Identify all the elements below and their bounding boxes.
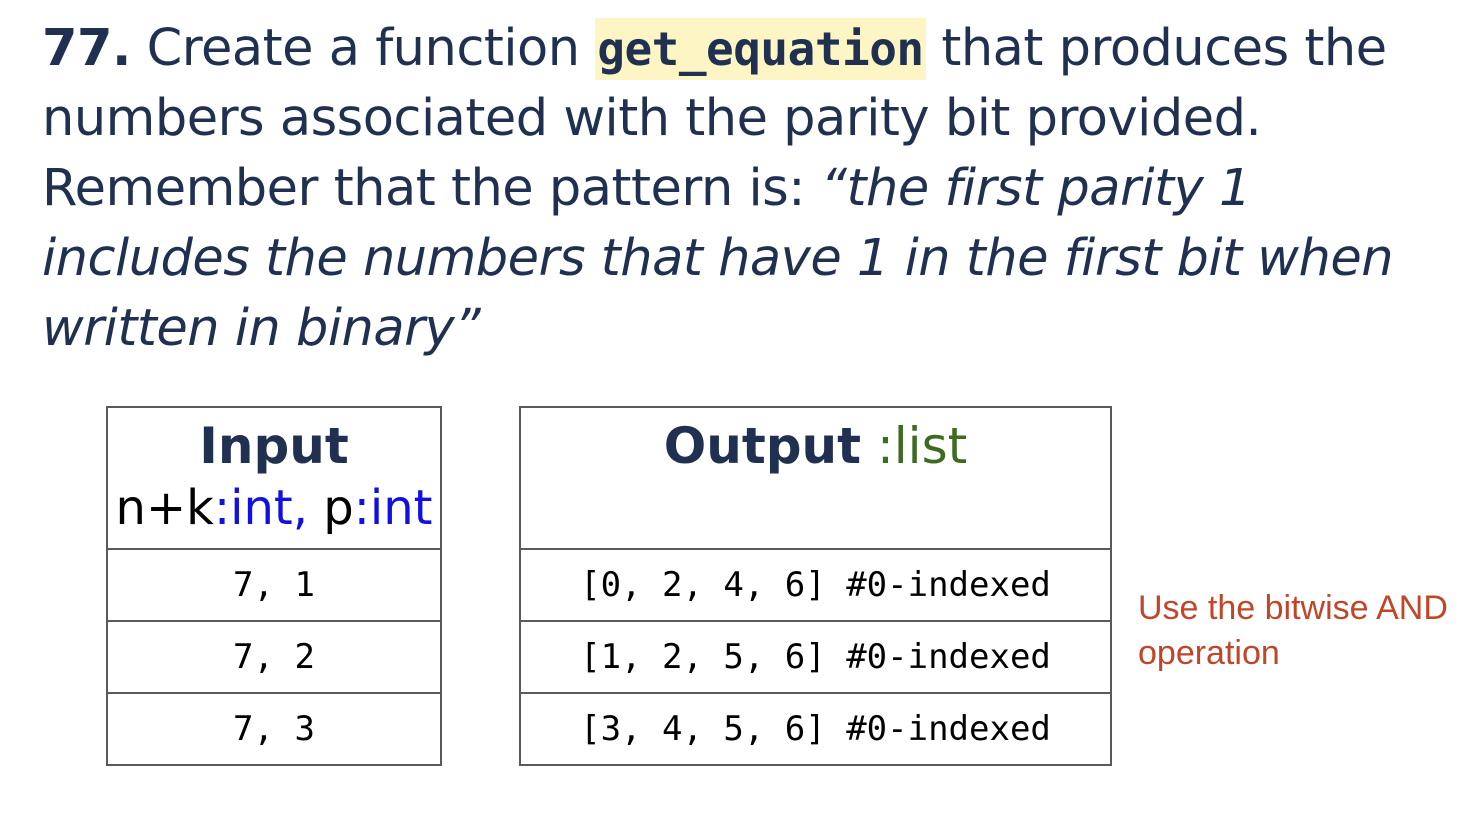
input-cell: 7, 3 <box>107 693 441 765</box>
table-row <box>107 549 441 621</box>
problem-number: 77. <box>42 19 131 78</box>
input-table <box>106 406 442 766</box>
problem-text-before: Create a function <box>146 19 580 78</box>
output-header-row <box>520 407 1111 549</box>
output-cell: [3, 4, 5, 6] #0-indexed <box>520 693 1111 765</box>
param-p: p <box>307 480 354 536</box>
output-type: :list <box>861 417 968 475</box>
table-row <box>107 621 441 693</box>
problem-text-after: that produces the numbers associated with the parity bit provided. Remember that the pattern is: <box>42 19 1387 218</box>
hint-note: Use the bitwise AND operation <box>1138 589 1448 672</box>
output-cell: [0, 2, 4, 6] #0-indexed <box>520 549 1111 621</box>
function-name: get_equation <box>595 18 925 80</box>
param-n-plus-k-type: :int, <box>213 480 308 536</box>
param-n-plus-k: n+k <box>115 480 214 536</box>
output-header-title-wrap <box>521 416 1110 476</box>
table-row <box>520 549 1111 621</box>
output-table <box>519 406 1112 766</box>
param-p-type: :int <box>353 480 433 536</box>
output-header-title: Output <box>663 417 862 475</box>
table-row <box>520 621 1111 693</box>
table-row <box>520 693 1111 765</box>
problem-statement <box>42 14 1442 364</box>
input-header-row <box>107 407 441 549</box>
input-header-title: Input <box>199 417 349 475</box>
output-cell: [1, 2, 5, 6] #0-indexed <box>520 621 1111 693</box>
input-cell: 7, 1 <box>107 549 441 621</box>
table-row <box>107 693 441 765</box>
output-header <box>520 407 1111 549</box>
input-header <box>107 407 441 549</box>
input-signature <box>108 476 440 540</box>
input-cell: 7, 2 <box>107 621 441 693</box>
pattern-quote: “the first parity 1 includes the numbers that have 1 in the first bit when written in binary” <box>42 159 1394 358</box>
